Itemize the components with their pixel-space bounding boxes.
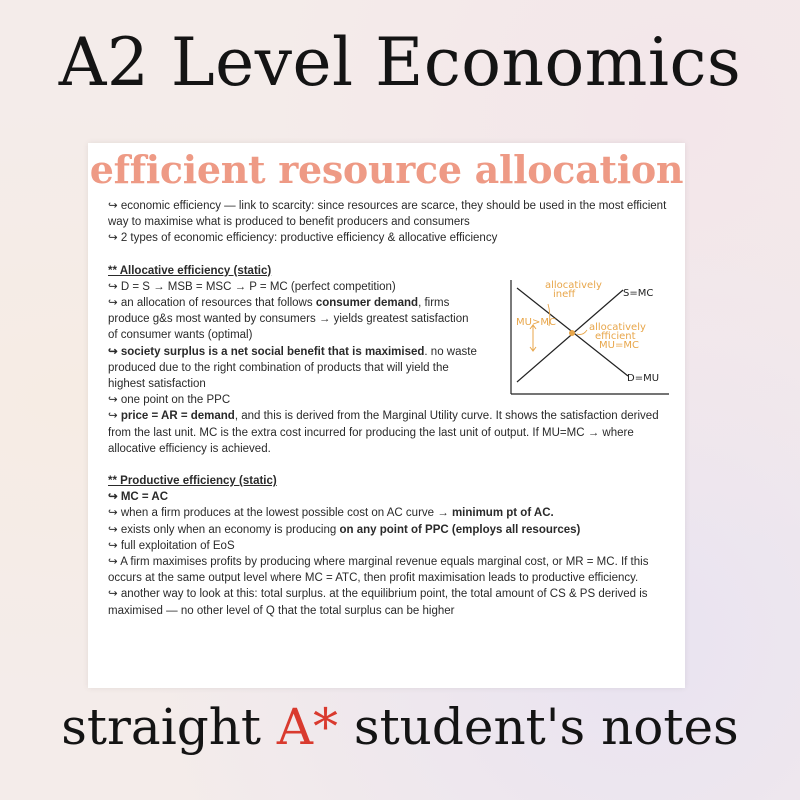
notes-card bbox=[88, 143, 685, 688]
productive-line-3: ↪ exists only when an economy is producing on any point of PPC (employs all resources) bbox=[108, 523, 581, 536]
intro-line-2: ↪ 2 types of economic efficiency: productive efficiency & allocative efficiency bbox=[108, 232, 498, 245]
demand-label: D=MU bbox=[627, 373, 660, 384]
productive-line-5: ↪ A firm maximises profits by producing where marginal revenue equals marginal cost, or MR = MC. If this occurs at the same output level where MC = ATC, then profit maximisation leads to productive efficiency. bbox=[108, 556, 649, 585]
allocative-line-3: ↪ society surplus is a net social benefit that is maximised. no waste produced due to the right combination of products that will yield the highest satisfaction bbox=[108, 345, 477, 391]
note-top-1: allocatively bbox=[545, 280, 602, 291]
intro-line-1: ↪ economic efficiency — link to scarcity: since resources are scarce, they should be used in the most efficient way to maximise what is produced to benefit producers and consumers bbox=[108, 200, 667, 229]
productive-line-1: ↪ MC = AC bbox=[108, 491, 169, 504]
allocative-line-5: ↪ price = AR = demand, and this is derived from the Marginal Utility curve. It shows the satisfaction derived from the last unit. MC is the extra cost incurred for producing the last unit of output. If MU=MC → where allocative efficiency is achieved. bbox=[108, 410, 659, 455]
supply-demand-graph bbox=[503, 276, 673, 401]
note-right-3: MU=MC bbox=[599, 340, 639, 351]
note-top-2: ineff bbox=[553, 289, 576, 300]
note-right-1: allocatively bbox=[589, 322, 646, 333]
footer-tagline: straight A* student's notes bbox=[61, 698, 739, 756]
note-left: MU>MC bbox=[516, 317, 556, 328]
productive-line-2: ↪ when a firm produces at the lowest possible cost on AC curve → minimum pt of AC. bbox=[108, 507, 554, 520]
allocative-line-2: ↪ an allocation of resources that follows consumer demand, firms produce g&s most wanted by consumers → yields greatest satisfaction of consumer wants (optimal) bbox=[108, 297, 469, 342]
notes-body bbox=[108, 198, 683, 619]
card-title: efficient resource allocation bbox=[89, 147, 684, 192]
headline: A2 Level Economics bbox=[58, 24, 742, 101]
note-right-2: efficient bbox=[595, 331, 636, 342]
allocative-line-4: ↪ one point on the PPC bbox=[108, 394, 231, 407]
productive-line-6: ↪ another way to look at this: total surplus. at the equilibrium point, the total amount of CS & PS derived is maximised — no other level of Q that the total surplus can be higher bbox=[108, 588, 648, 617]
equilibrium-point bbox=[569, 330, 575, 336]
allocative-heading: ** Allocative efficiency (static) bbox=[108, 264, 272, 277]
productive-line-4: ↪ full exploitation of EoS bbox=[108, 539, 235, 552]
supply-label: S=MC bbox=[623, 288, 654, 299]
allocative-line-1: ↪ D = S → MSB = MSC → P = MC (perfect competition) bbox=[108, 280, 396, 293]
grade-accent: A* bbox=[276, 698, 339, 756]
productive-heading: ** Productive efficiency (static) bbox=[108, 475, 277, 488]
